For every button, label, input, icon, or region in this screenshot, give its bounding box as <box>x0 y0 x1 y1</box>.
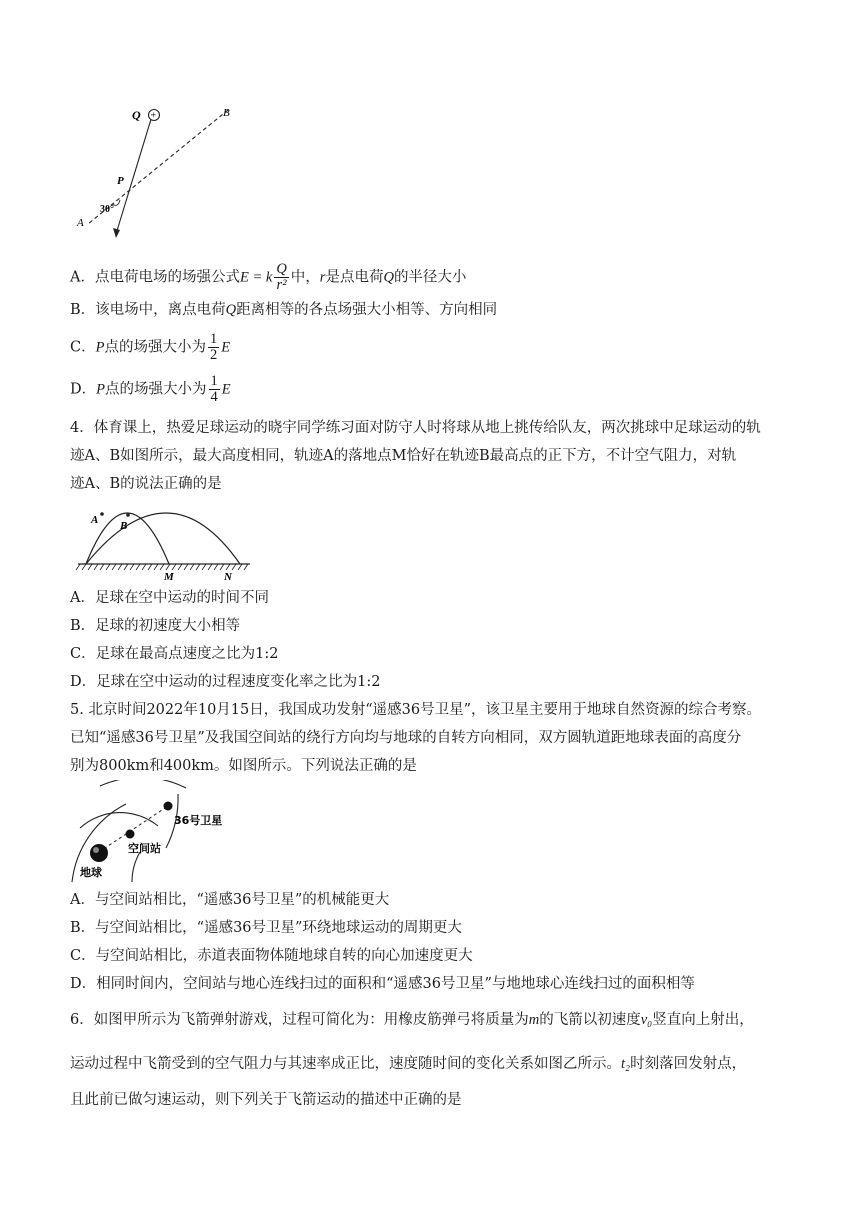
q6-stem-3: 且此前已做匀速运动，则下列关于飞箭运动的描述中正确的是 <box>70 1092 462 1108</box>
q4-option-c: C．足球在最高点速度之比为1:2 <box>70 646 279 662</box>
label-b: B <box>223 107 230 119</box>
q4-option-a: A．足球在空中运动的时间不同 <box>70 590 269 606</box>
q4-stem-2: 迹A、B如图所示，最大高度相同，轨迹A的落地点M恰好在轨迹B最高点的正下方，不计空气阻力，对轨 <box>70 448 737 464</box>
q6-stem-1: 6．如图甲所示为飞箭弹射游戏，过程可简化为：用橡皮筋弹弓将质量为m的飞箭以初速度v₀竖直向上射出， <box>70 1012 754 1028</box>
q4-option-b: B．足球的初速度大小相等 <box>70 618 241 634</box>
q3-option-a: A．点电荷电场的场强公式E = k $\frac{Q}{\text{r²}}$ 中，r是点电荷Q的半径大小 <box>70 261 467 293</box>
earth-label: 地球 <box>80 866 102 879</box>
q3-figure <box>68 96 248 256</box>
q5-option-c: C．与空间站相比，赤道表面物体随地球自转的向心加速度更大 <box>70 948 473 964</box>
q4-option-d: D．足球在空中运动的过程速度变化率之比为1:2 <box>70 674 381 690</box>
label-q: Q <box>132 108 141 122</box>
label-p: P <box>117 175 124 187</box>
q5-orbit-figure <box>66 780 246 884</box>
traj-label-a: A <box>91 514 99 526</box>
angle-label: 30° <box>100 204 114 215</box>
q5-option-d: D．相同时间内，空间站与地心连线扫过的面积和“遥感36号卫星”与地地球心连线扫过的面积相等 <box>70 976 695 992</box>
label-m: M <box>164 571 174 582</box>
q4-stem-1: 4．体育课上，热爱足球运动的晓宇同学练习面对防守人时将球从地上挑传给队友，两次挑球中足球运动的轨 <box>70 420 761 436</box>
station-label: 空间站 <box>128 842 161 855</box>
q5-option-a: A．与空间站相比，“遥感36号卫星”的机械能更大 <box>70 892 390 908</box>
q3-option-b: B．该电场中，离点电荷Q距离相等的各点场强大小相等、方向相同 <box>70 302 498 318</box>
q5-stem-3: 别为800km和400km。如图所示。下列说法正确的是 <box>70 758 417 774</box>
q3-option-d: D．P点的场强大小为 $\frac{1}{4}$ E <box>70 373 231 405</box>
label-a: A <box>77 217 84 229</box>
satellite-label: 36号卫星 <box>174 814 223 827</box>
label-n: N <box>224 571 232 582</box>
q3-option-c: C．P点的场强大小为 $\frac{1}{2}$ E <box>70 331 231 363</box>
q6-stem-2: 运动过程中飞箭受到的空气阻力与其速率成正比，速度随时间的变化关系如图乙所示。t₂时刻落回发射点， <box>70 1056 747 1072</box>
q4-trajectory-figure <box>74 498 252 582</box>
q5-stem-2: 已知“遥感36号卫星”及我国空间站的绕行方向均与地球的自转方向相同，双方圆轨道距地球表面的高度分 <box>70 730 742 746</box>
q5-stem-1: 5. 北京时间2022年10月15日，我国成功发射“遥感36号卫星”，该卫星主要用于地球自然资源的综合考察。 <box>70 702 762 718</box>
q5-option-b: B．与空间站相比，“遥感36号卫星”环绕地球运动的周期更大 <box>70 920 462 936</box>
traj-label-b: B <box>120 520 128 532</box>
plus-sign: + <box>150 110 157 122</box>
q4-stem-3: 迹A、B的说法正确的是 <box>70 476 222 492</box>
